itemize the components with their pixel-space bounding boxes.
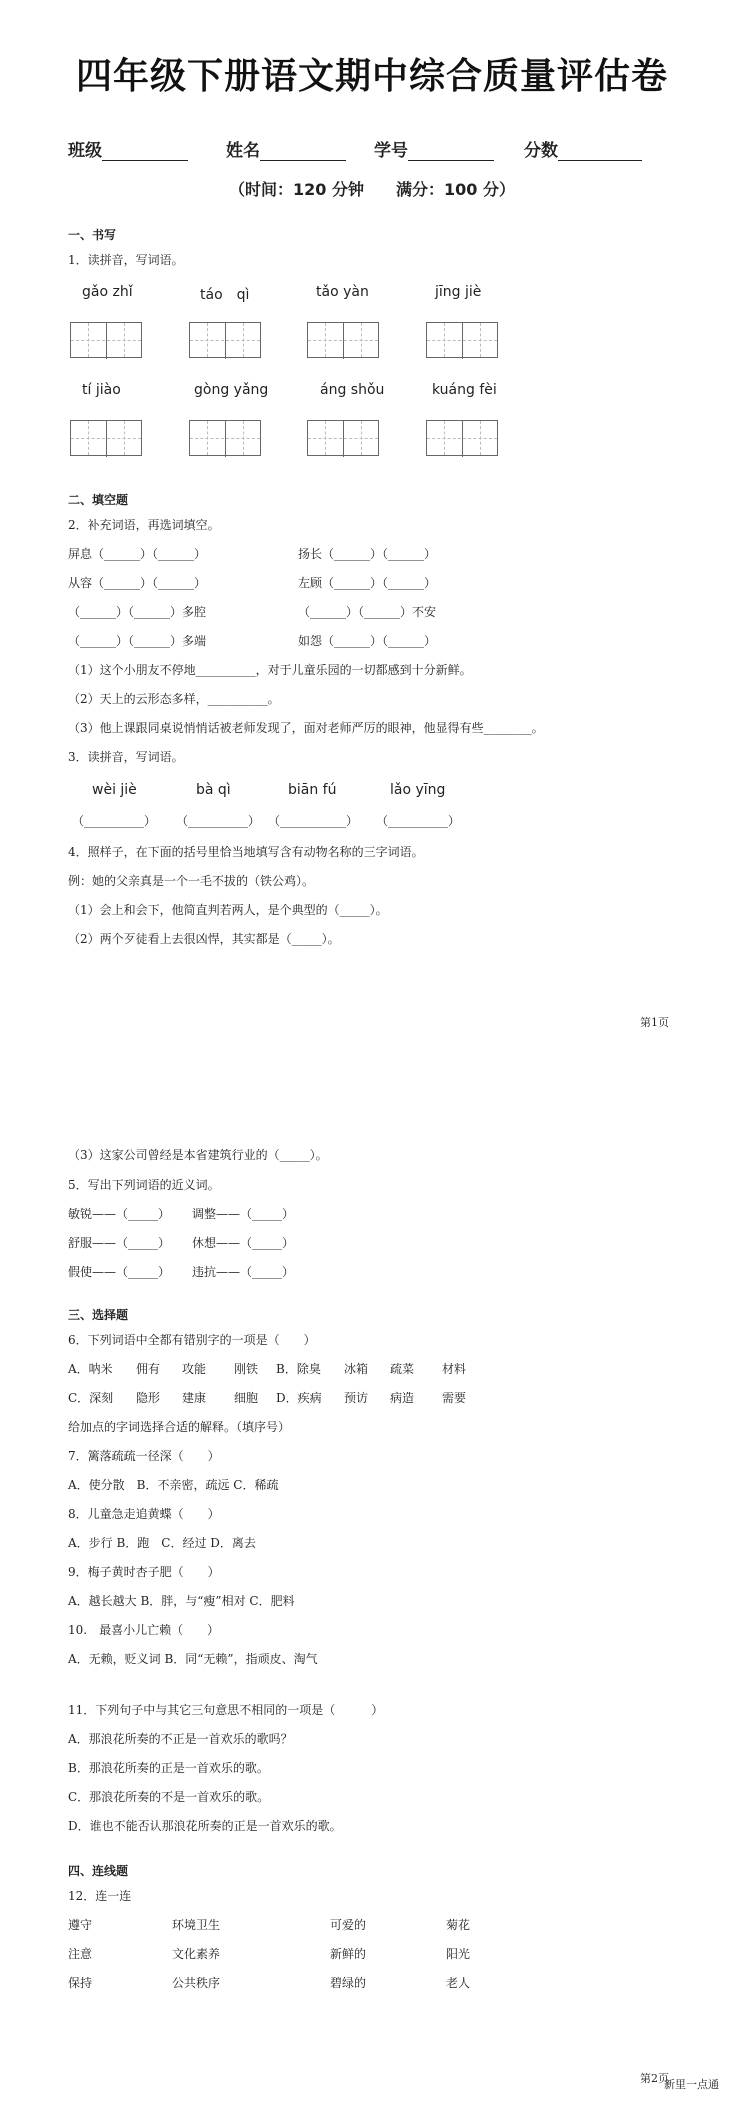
answer-bracket: （__________）	[376, 814, 461, 828]
answer-bracket: （___________）	[268, 814, 359, 828]
question-11-option: C．那浪花所奏的不是一首欢乐的歌。	[68, 1790, 270, 1804]
synonym-item: 敏锐——（_____）	[68, 1207, 171, 1221]
writing-grid[interactable]	[307, 322, 379, 358]
option-word: 建康	[182, 1391, 207, 1405]
watermark-text: 新里一点通	[664, 2078, 719, 2091]
writing-grid[interactable]	[307, 420, 379, 456]
writing-grid[interactable]	[426, 322, 498, 358]
option-word: 冰箱	[344, 1362, 369, 1376]
class-field: 班级	[68, 136, 188, 161]
fill-item: 屏息（______）（______）	[68, 547, 207, 561]
match-word: 新鲜的	[330, 1947, 367, 1961]
match-word: 可爱的	[330, 1918, 367, 1932]
question-7-options: A．使分散 B．不亲密，疏远 C．稀疏	[68, 1478, 279, 1492]
question-4-2: （2）两个歹徒看上去很凶悍，其实都是（_____）。	[68, 932, 340, 946]
exam-subtitle: （时间：120 分钟 满分：100 分）	[229, 180, 515, 199]
section-2-title: 二、填空题	[68, 493, 129, 507]
page-number-2: 第2页	[640, 2072, 669, 2085]
option-word: 材料	[442, 1362, 467, 1376]
option-word: 需要	[442, 1391, 467, 1405]
sentence-2: （2）天上的云形态多样，__________。	[68, 692, 280, 706]
synonym-item: 舒服——（_____）	[68, 1236, 171, 1250]
fill-item: （______）（______）多腔	[68, 605, 207, 619]
section-3-title: 三、选择题	[68, 1308, 129, 1322]
question-11-option: D．谁也不能否认那浪花所奏的正是一首欢乐的歌。	[68, 1819, 342, 1833]
match-word: 老人	[446, 1976, 471, 1990]
question-8: 8．儿童急走追黄蝶（ ）	[68, 1507, 220, 1521]
question-7: 7．篱落疏疏一径深（ ）	[68, 1449, 220, 1463]
question-9-options: A．越长越大 B．胖，与“瘦”相对 C．肥料	[68, 1594, 295, 1608]
score-field: 分数	[524, 136, 642, 161]
question-11-option: B．那浪花所奏的正是一首欢乐的歌。	[68, 1761, 269, 1775]
option-word: A．呐米	[68, 1362, 113, 1376]
question-10: 10. 最喜小儿亡赖（ ）	[68, 1623, 220, 1637]
question-9: 9．梅子黄时杏子肥（ ）	[68, 1565, 220, 1579]
pinyin-4: jīng jiè	[435, 284, 482, 300]
pinyin-5: tí jiào	[82, 382, 121, 398]
option-word: 隐形	[136, 1391, 161, 1405]
match-word: 阳光	[446, 1947, 471, 1961]
fill-item: 扬长（______）（______）	[298, 547, 437, 561]
synonym-item: 违抗——（_____）	[192, 1265, 295, 1279]
option-word: D．疾病	[276, 1391, 322, 1405]
name-field: 姓名	[226, 136, 346, 161]
question-12: 12．连一连	[68, 1889, 132, 1903]
question-3: 3．读拼音，写词语。	[68, 750, 184, 764]
sentence-1: （1）这个小朋友不停地__________，对于儿童乐园的一切都感到十分新鲜。	[68, 663, 472, 677]
fill-item: 从容（______）（______）	[68, 576, 207, 590]
question-4-1: （1）会上和会下，他简直判若两人，是个典型的（_____）。	[68, 903, 388, 917]
option-word: 疏菜	[390, 1362, 415, 1376]
option-word: C．深刻	[68, 1391, 114, 1405]
page-number-1: 第1页	[640, 1016, 669, 1029]
writing-grid[interactable]	[189, 322, 261, 358]
option-word: B．除臭	[276, 1362, 321, 1376]
pinyin-q3-1: wèi jiè	[92, 782, 137, 798]
question-11-option: A．那浪花所奏的不正是一首欢乐的歌吗？	[68, 1732, 293, 1746]
match-word: 菊花	[446, 1918, 471, 1932]
pinyin-q3-3: biān fú	[288, 782, 337, 798]
fill-item: 左顾（______）（______）	[298, 576, 437, 590]
fill-item: （______）（______）多端	[68, 634, 207, 648]
fill-item: 如怨（______）（______）	[298, 634, 437, 648]
match-word: 公共秩序	[172, 1976, 221, 1990]
pinyin-1: gǎo zhǐ	[82, 284, 133, 300]
question-2: 2．补充词语，再选词填空。	[68, 518, 220, 532]
match-word: 文化素养	[172, 1947, 221, 1961]
pinyin-2: táo qì	[200, 287, 250, 303]
match-word: 遵守	[68, 1918, 93, 1932]
fill-item: （______）（______）不安	[298, 605, 437, 619]
question-5: 5．写出下列词语的近义词。	[68, 1178, 220, 1192]
example-line: 例：她的父亲真是一个一毛不拔的（铁公鸡）。	[68, 874, 315, 888]
pinyin-q3-2: bà qì	[196, 782, 231, 798]
match-word: 注意	[68, 1947, 93, 1961]
pinyin-8: kuáng fèi	[432, 382, 497, 398]
writing-grid[interactable]	[426, 420, 498, 456]
option-word: 佣有	[136, 1362, 161, 1376]
question-1: 1．读拼音，写词语。	[68, 253, 184, 267]
answer-bracket: （__________）	[176, 814, 261, 828]
option-word: 细胞	[234, 1391, 259, 1405]
option-word: 预访	[344, 1391, 369, 1405]
section-4-title: 四、连线题	[68, 1864, 129, 1878]
pinyin-6: gòng yǎng	[194, 382, 269, 398]
writing-grid[interactable]	[189, 420, 261, 456]
answer-bracket: （__________）	[72, 814, 157, 828]
match-word: 保持	[68, 1976, 93, 1990]
instruction-note: 给加点的字词选择合适的解释。（填序号）	[68, 1420, 291, 1434]
synonym-item: 假使——（_____）	[68, 1265, 171, 1279]
synonym-item: 调整——（_____）	[192, 1207, 295, 1221]
pinyin-3: tǎo yàn	[316, 284, 369, 300]
option-word: 攻能	[182, 1362, 207, 1376]
student-id-field: 学号	[374, 136, 494, 161]
writing-grid[interactable]	[70, 420, 142, 456]
exam-title: 四年级下册语文期中综合质量评估卷	[75, 56, 668, 97]
question-4-3: （3）这家公司曾经是本省建筑行业的（_____）。	[68, 1148, 328, 1162]
question-10-options: A．无赖，贬义词 B．同“无赖”，指顽皮、淘气	[68, 1652, 318, 1666]
section-1-title: 一、书写	[68, 228, 117, 242]
match-word: 环境卫生	[172, 1918, 221, 1932]
option-word: 刚铁	[234, 1362, 259, 1376]
question-11: 11．下列句子中与其它三句意思不相同的一项是（ ）	[68, 1703, 384, 1717]
pinyin-q3-4: lǎo yīng	[390, 782, 446, 798]
question-4: 4．照样子，在下面的括号里恰当地填写含有动物名称的三字词语。	[68, 845, 424, 859]
pinyin-7: áng shǒu	[320, 382, 385, 398]
question-8-options: A．步行 B．跑 C．经过 D．离去	[68, 1536, 256, 1550]
match-word: 碧绿的	[330, 1976, 367, 1990]
question-6: 6．下列词语中全都有错别字的一项是（ ）	[68, 1333, 316, 1347]
synonym-item: 休想——（_____）	[192, 1236, 295, 1250]
sentence-3: （3）他上课跟同桌说悄悄话被老师发现了，面对老师严厉的眼神，他显得有些________。	[68, 721, 544, 735]
writing-grid[interactable]	[70, 322, 142, 358]
option-word: 病造	[390, 1391, 415, 1405]
